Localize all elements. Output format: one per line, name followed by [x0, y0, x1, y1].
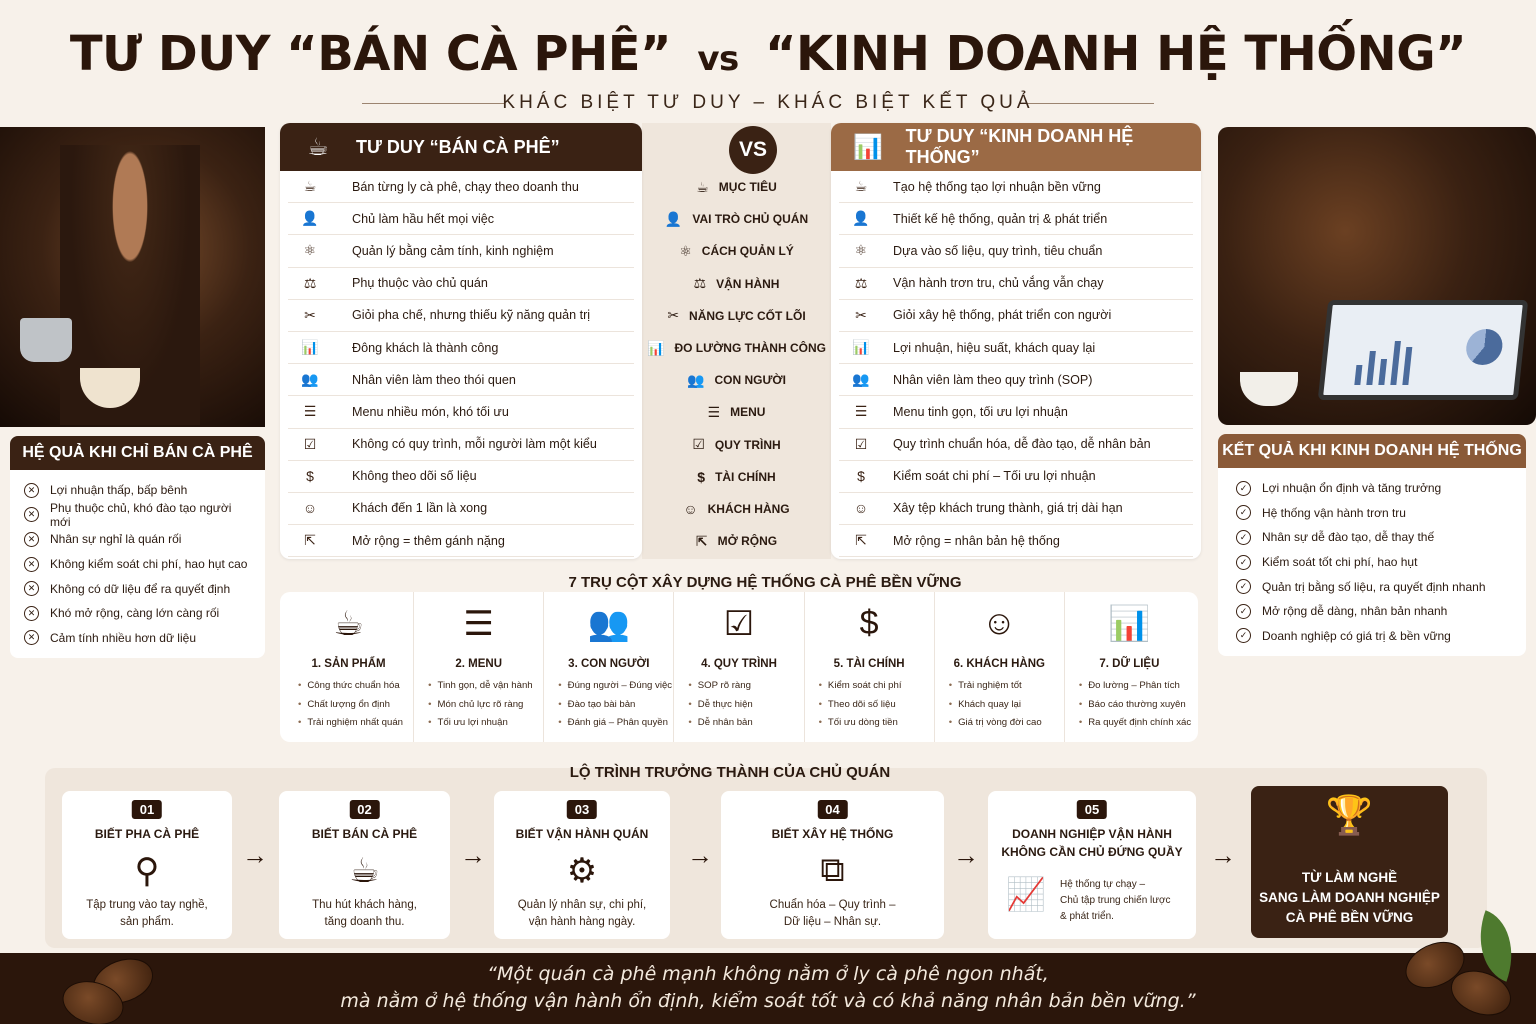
list-item: • Kiểm soát chi phí: [819, 680, 902, 699]
arrow-right-icon: →: [1210, 840, 1236, 870]
menu-icon: ☰: [707, 403, 721, 420]
table-row: ☺ Khách đến 1 lần là xong: [288, 493, 634, 525]
results-title: KẾT QUẢ KHI KINH DOANH HỆ THỐNG: [1218, 434, 1526, 468]
person-icon: 👤: [301, 210, 319, 227]
list-item: ✕ Cảm tính nhiều hơn dữ liệu: [24, 626, 251, 651]
list-item: ✓ Quản trị bằng số liệu, ra quyết định nhanh: [1236, 574, 1508, 599]
roadmap-title: LỘ TRÌNH TRƯỞNG THÀNH CỦA CHỦ QUÁN: [569, 764, 891, 781]
check-circle-icon: ✓: [1236, 555, 1251, 570]
team-icon: 👥: [687, 371, 705, 388]
chart-icon: 📊: [647, 339, 665, 356]
table-row: 👤 Chủ làm hầu hết mọi việc: [288, 203, 634, 235]
table-row: ⚖ Vận hành trơn tru, chủ vắng vẫn chạy: [839, 268, 1193, 300]
sell-coffee-panel: [280, 123, 642, 559]
coffee-cup-icon: ☕: [303, 178, 317, 195]
expand-icon: ⇱: [695, 532, 708, 549]
list-item: • Trải nghiệm nhất quán: [298, 717, 403, 736]
system-business-panel: [831, 123, 1201, 559]
criterion-label: ✂ NĂNG LỰC CỐT LÕI: [667, 307, 806, 324]
list-item: • Ra quyết định chính xác: [1079, 717, 1191, 736]
checklist-icon: ☑: [723, 605, 755, 643]
milk-pitcher-icon: [20, 318, 72, 362]
scale-icon: ⚖: [854, 274, 868, 291]
pillars-panel: [280, 592, 1198, 742]
roadmap-step-4: 04 BIẾT XÂY HỆ THỐNG ⧉ Chuẩn hóa – Quy trình – Dữ liệu – Nhân sự.: [721, 791, 944, 939]
table-row: ⇱ Mở rộng = thêm gánh nặng: [288, 525, 634, 557]
table-row: $ Kiểm soát chi phí – Tối ưu lợi nhuận: [839, 461, 1193, 493]
growth-chart-icon: 📊: [853, 133, 884, 161]
list-item: • Báo cáo thường xuyên: [1079, 699, 1191, 718]
check-circle-icon: ✓: [1236, 481, 1251, 496]
table-row: ☰ Menu nhiều món, khó tối ưu: [288, 396, 634, 428]
roadmap-step-5: 05 DOANH NGHIỆP VẬN HÀNH KHÔNG CẦN CHỦ ĐỨNG QUẦY 📈 Hệ thống tự chạy – Chủ tập trung chiến lược & phát triển.: [988, 791, 1196, 939]
table-row: $ Không theo dõi số liệu: [288, 461, 634, 493]
criterion-label: 👤 VAI TRÒ CHỦ QUÁN: [664, 210, 809, 227]
pillar-card: ☰ 2. MENU • Tinh gọn, dễ vận hành • Món chủ lực rõ ràng • Tối ưu lợi nhuận: [414, 592, 544, 742]
expand-icon: ⇱: [855, 532, 867, 549]
dollar-icon: $: [306, 468, 314, 485]
criterion-label: ⚛ CÁCH QUẢN LÝ: [679, 242, 794, 259]
title-left: TƯ DUY “BÁN CÀ PHÊ”: [69, 26, 672, 82]
table-row: 👥 Nhân viên làm theo quy trình (SOP): [839, 364, 1193, 396]
dollar-icon: $: [697, 468, 706, 485]
criterion-label: ☺ KHÁCH HÀNG: [683, 501, 790, 518]
x-circle-icon: ✕: [24, 532, 39, 547]
list-item: ✓ Kiểm soát tốt chi phí, hao hụt: [1236, 550, 1508, 575]
expand-icon: ⇱: [304, 532, 316, 549]
x-circle-icon: ✕: [24, 557, 39, 572]
roadmap-step-1: 01 BIẾT PHA CÀ PHÊ ⚲ Tập trung vào tay nghề, sản phẩm.: [62, 791, 232, 939]
roadmap-step-2: 02 BIẾT BÁN CÀ PHÊ ☕ Thu hút khách hàng, tăng doanh thu.: [279, 791, 450, 939]
title-right: “KINH DOANH HỆ THỐNG”: [764, 26, 1467, 82]
scale-icon: ⚖: [693, 275, 707, 292]
chart-icon: 📊: [301, 339, 319, 356]
x-circle-icon: ✕: [24, 581, 39, 596]
roadmap-step-3: 03 BIẾT VẬN HÀNH QUÁN ⚙ Quản lý nhân sự, chi phí, vận hành hàng ngày.: [494, 791, 670, 939]
arrow-right-icon: →: [687, 840, 713, 870]
table-row: ☰ Menu tinh gọn, tối ưu lợi nhuận: [839, 396, 1193, 428]
pillars-title: 7 TRỤ CỘT XÂY DỰNG HỆ THỐNG CÀ PHÊ BỀN VỮNG: [568, 574, 962, 591]
table-row: ☑ Không có quy trình, mỗi người làm một kiểu: [288, 429, 634, 461]
sell-coffee-title: TƯ DUY “BÁN CÀ PHÊ”: [356, 136, 560, 157]
list-item: • Trải nghiệm tốt: [949, 680, 1042, 699]
list-item: • Tối ưu dòng tiền: [819, 717, 902, 736]
criterion-label: $ TÀI CHÍNH: [697, 468, 776, 485]
coffee-cup-icon: ☕: [349, 852, 380, 890]
coffee-cup-icon: ☕: [333, 605, 364, 643]
person-icon: 👤: [664, 210, 683, 227]
check-circle-icon: ✓: [1236, 530, 1251, 545]
checklist-icon: ☑: [692, 436, 705, 453]
consequences-panel: [10, 436, 265, 658]
pillar-card: $ 5. TÀI CHÍNH • Kiểm soát chi phí • Theo dõi số liệu • Tối ưu dòng tiền: [805, 592, 935, 742]
team-icon: 👥: [852, 371, 870, 388]
list-item: ✓ Lợi nhuận ổn định và tăng trưởng: [1236, 476, 1508, 501]
criterion-label: ☑ QUY TRÌNH: [692, 436, 781, 453]
table-row: ☺ Xây tệp khách trung thành, giá trị dài hạn: [839, 493, 1193, 525]
list-item: • Đánh giá – Phân quyền: [558, 717, 672, 736]
menu-icon: ☰: [303, 403, 317, 420]
tools-icon: ✂: [304, 306, 316, 323]
chart-icon: 📊: [1108, 605, 1151, 643]
list-item: ✕ Phụ thuộc chủ, khó đào tạo người mới: [24, 503, 251, 528]
pillar-card: ☑ 4. QUY TRÌNH • SOP rõ ràng • Dễ thực hiện • Dễ nhân bản: [674, 592, 804, 742]
criterion-label: 📊 ĐO LƯỜNG THÀNH CÔNG: [647, 339, 826, 356]
pillar-card: ☕ 1. SẢN PHẨM • Công thức chuẩn hóa • Chất lượng ổn định • Trải nghiệm nhất quán: [284, 592, 414, 742]
list-item: • Giá trị vòng đời cao: [949, 717, 1042, 736]
check-circle-icon: ✓: [1236, 604, 1251, 619]
trophy-icon: 🏆: [1325, 795, 1374, 837]
arrow-right-icon: →: [242, 840, 268, 870]
list-item: ✕ Lợi nhuận thấp, bấp bênh: [24, 478, 251, 503]
arrow-right-icon: →: [460, 840, 486, 870]
dollar-icon: $: [859, 604, 879, 642]
list-item: • Đo lường – Phân tích: [1079, 680, 1191, 699]
check-circle-icon: ✓: [1236, 579, 1251, 594]
list-item: • Đào tạo bài bản: [558, 699, 672, 718]
person-icon: 👤: [852, 210, 870, 227]
title-vs: vs: [697, 39, 739, 79]
list-item: • SOP rõ ràng: [688, 680, 752, 699]
gears-icon: ⚙: [566, 852, 598, 890]
table-row: ☑ Quy trình chuẩn hóa, dễ đào tạo, dễ nhân bản: [839, 429, 1193, 461]
list-item: • Công thức chuẩn hóa: [298, 680, 403, 699]
list-item: ✓ Doanh nghiệp có giá trị & bền vững: [1236, 624, 1508, 649]
team-icon: 👥: [587, 605, 631, 643]
list-item: • Theo dõi số liệu: [819, 699, 902, 718]
team-icon: 👥: [301, 371, 319, 388]
check-circle-icon: ✓: [1236, 505, 1251, 520]
coffee-cup-icon: ☕: [307, 133, 329, 161]
table-row: ✂ Giỏi pha chế, nhưng thiếu kỹ năng quản trị: [288, 300, 634, 332]
table-row: 📊 Lợi nhuận, hiệu suất, khách quay lại: [839, 332, 1193, 364]
x-circle-icon: ✕: [24, 630, 39, 645]
brain-icon: ⚛: [679, 242, 692, 259]
menu-icon: ☰: [463, 605, 494, 643]
scale-icon: ⚖: [303, 274, 317, 291]
menu-icon: ☰: [854, 403, 868, 420]
coffee-cup-icon: ☕: [696, 178, 709, 195]
checklist-icon: ☑: [303, 435, 317, 452]
table-row: ✂ Giỏi xây hệ thống, phát triển con người: [839, 300, 1193, 332]
customer-icon: ☺: [302, 500, 318, 517]
criterion-label: 👥 CON NGƯỜI: [687, 371, 786, 388]
table-row: 👤 Thiết kế hệ thống, quản trị & phát triển: [839, 203, 1193, 235]
list-item: • Đúng người – Đúng việc: [558, 680, 672, 699]
list-item: ✕ Không có dữ liệu để ra quyết định: [24, 576, 251, 601]
consequences-title: HỆ QUẢ KHI CHỈ BÁN CÀ PHÊ: [10, 436, 265, 470]
customer-icon: ☺: [981, 604, 1017, 642]
hierarchy-icon: ⧉: [820, 851, 845, 889]
table-row: ⚖ Phụ thuộc vào chủ quán: [288, 268, 634, 300]
list-item: • Tối ưu lợi nhuận: [428, 717, 532, 736]
list-item: • Dễ thực hiện: [688, 699, 752, 718]
laptop-dashboard-icon: [1318, 300, 1529, 400]
tools-icon: ✂: [855, 306, 867, 323]
list-item: • Tinh gọn, dễ vận hành: [428, 680, 532, 699]
list-item: ✓ Nhân sự dễ đào tạo, dễ thay thế: [1236, 525, 1508, 550]
brain-icon: ⚛: [854, 242, 868, 259]
arrow-right-icon: →: [953, 840, 979, 870]
tools-icon: ✂: [667, 307, 680, 324]
customer-icon: ☺: [853, 500, 869, 517]
page-title: [0, 26, 1536, 82]
x-circle-icon: ✕: [24, 606, 39, 621]
list-item: • Dễ nhân bản: [688, 717, 752, 736]
criterion-label: ⇱ MỞ RỘNG: [695, 532, 778, 549]
chart-icon: 📊: [852, 339, 870, 356]
list-item: • Khách quay lại: [949, 699, 1042, 718]
pillar-card: ☺ 6. KHÁCH HÀNG • Trải nghiệm tốt • Khách quay lại • Giá trị vòng đời cao: [935, 592, 1065, 742]
system-business-title: TƯ DUY “KINH DOANH HỆ THỐNG”: [905, 126, 1134, 167]
list-item: • Chất lượng ổn định: [298, 699, 403, 718]
table-row: ☕ Tạo hệ thống tạo lợi nhuận bền vững: [839, 171, 1193, 203]
vs-badge: VS: [729, 126, 777, 174]
x-circle-icon: ✕: [24, 507, 39, 522]
list-item: ✓ Mở rộng dễ dàng, nhân bản nhanh: [1236, 599, 1508, 624]
growth-chart-icon: 📈: [1006, 876, 1046, 912]
table-row: 📊 Đông khách là thành công: [288, 332, 634, 364]
list-item: ✕ Khó mở rộng, càng lớn càng rối: [24, 601, 251, 626]
list-item: ✕ Không kiểm soát chi phí, hao hụt cao: [24, 552, 251, 577]
table-row: 👥 Nhân viên làm theo thói quen: [288, 364, 634, 396]
coffee-cup-icon: ☕: [854, 178, 868, 195]
table-row: ⚛ Quản lý bằng cảm tính, kinh nghiệm: [288, 235, 634, 267]
page-subtitle: KHÁC BIỆT TƯ DUY – KHÁC BIỆT KẾT QUẢ: [502, 92, 1034, 113]
list-item: ✓ Hệ thống vận hành trơn tru: [1236, 501, 1508, 526]
table-row: ⚛ Dựa vào số liệu, quy trình, tiêu chuẩn: [839, 235, 1193, 267]
checklist-icon: ☑: [854, 435, 868, 452]
criterion-label: ⚖ VẬN HÀNH: [693, 275, 780, 292]
check-circle-icon: ✓: [1236, 628, 1251, 643]
table-row: ☕ Bán từng ly cà phê, chạy theo doanh thu: [288, 171, 634, 203]
footer-quote: “Một quán cà phê mạnh không nằm ở ly cà phê ngon nhất, mà nằm ở hệ thống vận hành ổn định, kiểm soát tốt và có khả năng nhân bản bền vững.”: [340, 963, 1196, 1012]
table-row: ⇱ Mở rộng = nhân bản hệ thống: [839, 525, 1193, 557]
criterion-label: ☰ MENU: [707, 403, 766, 420]
portafilter-icon: ⚲: [134, 852, 160, 890]
list-item: ✕ Nhân sự nghỉ là quán rối: [24, 527, 251, 552]
pillar-card: 📊 7. DỮ LIỆU • Đo lường – Phân tích • Báo cáo thường xuyên • Ra quyết định chính xác: [1065, 592, 1194, 742]
customer-icon: ☺: [683, 501, 698, 518]
x-circle-icon: ✕: [24, 483, 39, 498]
results-panel: [1218, 434, 1526, 656]
criterion-label: ☕ MỤC TIÊU: [696, 178, 777, 195]
list-item: • Món chủ lực rõ ràng: [428, 699, 532, 718]
final-goal-card: 🏆 TỪ LÀM NGHỀ SANG LÀM DOANH NGHIỆP CÀ PHÊ BỀN VỮNG: [1251, 786, 1448, 938]
brain-icon: ⚛: [303, 242, 317, 259]
pillar-card: 👥 3. CON NGƯỜI • Đúng người – Đúng việc • Đào tạo bài bản • Đánh giá – Phân quyền: [544, 592, 674, 742]
dollar-icon: $: [857, 468, 865, 485]
